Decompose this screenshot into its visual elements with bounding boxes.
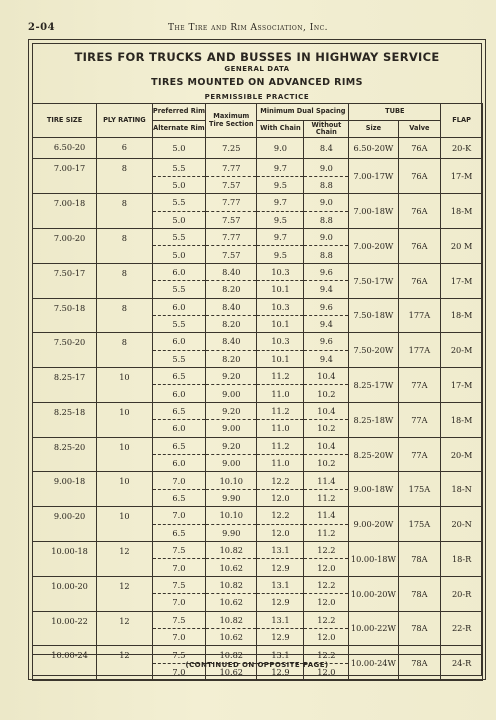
max-section-cell: 10.62 xyxy=(206,628,257,645)
rim-cell: 7.5 xyxy=(152,541,205,558)
table-row xyxy=(33,159,483,176)
ply-rating-cell: 12 xyxy=(97,611,153,646)
ply-rating-cell: 10 xyxy=(97,402,153,437)
table-row xyxy=(33,611,483,628)
tire-size-cell: 10.00-22 xyxy=(33,611,97,646)
valve-cell: 76A xyxy=(398,159,441,194)
flap-cell: 20-M xyxy=(441,437,483,472)
flap-cell: 17-M xyxy=(441,368,483,403)
rim-cell: 7.0 xyxy=(152,663,205,680)
tube-size-cell: 7.00-17W xyxy=(349,159,398,194)
ply-rating-cell: 6 xyxy=(97,138,153,159)
valve-cell: 175A xyxy=(398,507,441,542)
tube-size-cell: 7.50-18W xyxy=(349,298,398,333)
ply-rating-cell: 10 xyxy=(97,507,153,542)
flap-cell: 20-N xyxy=(441,507,483,542)
rim-cell: 6.0 xyxy=(152,298,205,315)
rims-title: TIRES MOUNTED ON ADVANCED RIMS xyxy=(151,77,363,88)
rim-cell: 5.0 xyxy=(152,211,205,228)
table-row xyxy=(33,576,483,593)
rim-cell: 6.5 xyxy=(152,489,205,506)
without-chain-cell: 9.6 xyxy=(304,263,349,280)
max-section-cell: 7.57 xyxy=(206,211,257,228)
rim-cell: 6.5 xyxy=(152,402,205,419)
valve-cell: 76A xyxy=(398,138,441,159)
tube-size-cell: 7.00-18W xyxy=(349,194,398,229)
valve-cell: 76A xyxy=(398,228,441,263)
rim-cell: 5.5 xyxy=(152,350,205,367)
ply-rating-cell: 8 xyxy=(97,298,153,333)
tube-size-cell: 8.25-18W xyxy=(349,402,398,437)
without-chain-cell: 10.4 xyxy=(304,368,349,385)
valve-cell: 77A xyxy=(398,437,441,472)
ply-rating-cell: 10 xyxy=(97,472,153,507)
without-chain-cell: 9.0 xyxy=(304,228,349,245)
tire-size-cell: 8.25-17 xyxy=(33,368,97,403)
with-chain-cell: 10.1 xyxy=(257,315,304,332)
max-section-cell: 10.82 xyxy=(206,611,257,628)
max-section-cell: 8.40 xyxy=(206,298,257,315)
rim-cell: 5.0 xyxy=(152,176,205,193)
page-number: 2-04 xyxy=(28,22,56,33)
without-chain-cell: 10.4 xyxy=(304,437,349,454)
valve-cell: 78A xyxy=(398,646,441,681)
without-chain-cell: 11.4 xyxy=(304,472,349,489)
tube-size-cell: 10.00-24W xyxy=(349,646,398,681)
rim-cell: 6.5 xyxy=(152,524,205,541)
without-chain-cell: 11.2 xyxy=(304,524,349,541)
flap-cell: 24-R xyxy=(441,646,483,681)
with-chain-cell: 11.2 xyxy=(257,368,304,385)
tire-size-cell: 9.00-20 xyxy=(33,507,97,542)
rim-cell: 7.0 xyxy=(152,594,205,611)
ply-rating-cell: 8 xyxy=(97,194,153,229)
rim-cell: 7.0 xyxy=(152,507,205,524)
flap-cell: 17-M xyxy=(441,159,483,194)
with-chain-cell: 9.7 xyxy=(257,159,304,176)
header-valve: Valve xyxy=(398,121,441,138)
without-chain-cell: 12.0 xyxy=(304,594,349,611)
with-chain-cell: 9.7 xyxy=(257,228,304,245)
without-chain-cell: 10.2 xyxy=(304,385,349,402)
rim-cell: 6.0 xyxy=(152,420,205,437)
with-chain-cell: 12.0 xyxy=(257,489,304,506)
rim-cell: 7.0 xyxy=(152,559,205,576)
with-chain-cell: 13.1 xyxy=(257,611,304,628)
tube-size-cell: 6.50-20W xyxy=(349,138,398,159)
tire-size-cell: 6.50-20 xyxy=(33,138,97,159)
valve-cell: 78A xyxy=(398,541,441,576)
ply-rating-cell: 8 xyxy=(97,159,153,194)
without-chain-cell: 9.4 xyxy=(304,281,349,298)
tube-size-cell: 7.50-20W xyxy=(349,333,398,368)
continued-note: (CONTINUED ON OPPOSITE PAGE) xyxy=(185,661,329,669)
max-section-cell: 10.62 xyxy=(206,663,257,680)
max-section-cell: 8.20 xyxy=(206,350,257,367)
flap-cell: 20-R xyxy=(441,576,483,611)
with-chain-cell: 9.5 xyxy=(257,176,304,193)
valve-cell: 76A xyxy=(398,263,441,298)
table-frame xyxy=(28,39,486,680)
rim-cell: 6.0 xyxy=(152,385,205,402)
tube-size-cell: 10.00-18W xyxy=(349,541,398,576)
with-chain-cell: 12.9 xyxy=(257,559,304,576)
table-row xyxy=(33,541,483,558)
without-chain-cell: 12.2 xyxy=(304,611,349,628)
ply-rating-cell: 12 xyxy=(97,646,153,681)
rim-cell: 7.5 xyxy=(152,646,205,663)
without-chain-cell: 9.4 xyxy=(304,315,349,332)
max-section-cell: 7.77 xyxy=(206,228,257,245)
valve-cell: 77A xyxy=(398,402,441,437)
tire-size-cell: 7.50-20 xyxy=(33,333,97,368)
max-section-cell: 10.82 xyxy=(206,646,257,663)
tire-spec-table xyxy=(32,103,483,681)
without-chain-cell: 12.0 xyxy=(304,663,349,680)
rim-cell: 5.0 xyxy=(152,246,205,263)
table-row xyxy=(33,194,483,211)
max-section-cell: 9.20 xyxy=(206,368,257,385)
ply-rating-cell: 8 xyxy=(97,228,153,263)
header-alternate-rim: Alternate Rim xyxy=(152,121,205,138)
title-block xyxy=(33,50,481,101)
tire-size-cell: 10.00-18 xyxy=(33,541,97,576)
with-chain-cell: 10.3 xyxy=(257,333,304,350)
tube-size-cell: 10.00-22W xyxy=(349,611,398,646)
tube-size-cell: 8.25-17W xyxy=(349,368,398,403)
with-chain-cell: 9.0 xyxy=(257,138,304,159)
rim-cell: 6.0 xyxy=(152,263,205,280)
rim-cell: 7.0 xyxy=(152,472,205,489)
main-title: TIRES FOR TRUCKS AND BUSSES IN HIGHWAY SERVICE xyxy=(74,50,440,64)
without-chain-cell: 9.6 xyxy=(304,333,349,350)
without-chain-cell: 12.2 xyxy=(304,541,349,558)
max-section-cell: 8.20 xyxy=(206,281,257,298)
table-row xyxy=(33,298,483,315)
without-chain-cell: 9.0 xyxy=(304,159,349,176)
rim-cell: 6.0 xyxy=(152,333,205,350)
max-section-cell: 10.82 xyxy=(206,576,257,593)
without-chain-cell: 8.8 xyxy=(304,246,349,263)
rim-cell: 7.0 xyxy=(152,628,205,645)
subtitle: GENERAL DATA xyxy=(224,65,290,73)
header-with-chain: With Chain xyxy=(257,121,304,138)
valve-cell: 77A xyxy=(398,368,441,403)
without-chain-cell: 8.4 xyxy=(304,138,349,159)
max-section-cell: 7.57 xyxy=(206,246,257,263)
table-row xyxy=(33,402,483,419)
with-chain-cell: 13.1 xyxy=(257,576,304,593)
tire-size-cell: 10.00-20 xyxy=(33,576,97,611)
without-chain-cell: 9.0 xyxy=(304,194,349,211)
without-chain-cell: 10.2 xyxy=(304,420,349,437)
table-row xyxy=(33,507,483,524)
tube-size-cell: 8.25-20W xyxy=(349,437,398,472)
rim-cell: 7.5 xyxy=(152,576,205,593)
header-without-chain: Without Chain xyxy=(304,121,349,138)
tire-size-cell: 7.50-18 xyxy=(33,298,97,333)
flap-cell: 20-K xyxy=(441,138,483,159)
flap-cell: 20 M xyxy=(441,228,483,263)
max-section-cell: 10.10 xyxy=(206,507,257,524)
tube-size-cell: 10.00-20W xyxy=(349,576,398,611)
max-section-cell: 9.20 xyxy=(206,402,257,419)
flap-cell: 18-R xyxy=(441,541,483,576)
header-tube-size: Size xyxy=(349,121,398,138)
rim-cell: 7.5 xyxy=(152,611,205,628)
table-row xyxy=(33,263,483,280)
rim-cell: 5.5 xyxy=(152,281,205,298)
max-section-cell: 9.00 xyxy=(206,455,257,472)
ply-rating-cell: 8 xyxy=(97,263,153,298)
with-chain-cell: 13.1 xyxy=(257,646,304,663)
tire-size-cell: 8.25-18 xyxy=(33,402,97,437)
with-chain-cell: 12.0 xyxy=(257,524,304,541)
table-row xyxy=(33,368,483,385)
max-section-cell: 7.77 xyxy=(206,194,257,211)
with-chain-cell: 13.1 xyxy=(257,541,304,558)
ply-rating-cell: 12 xyxy=(97,541,153,576)
with-chain-cell: 9.5 xyxy=(257,211,304,228)
max-section-cell: 7.77 xyxy=(206,159,257,176)
without-chain-cell: 8.8 xyxy=(304,176,349,193)
with-chain-cell: 10.1 xyxy=(257,350,304,367)
max-section-cell: 9.90 xyxy=(206,489,257,506)
max-section-cell: 9.00 xyxy=(206,420,257,437)
ply-rating-cell: 8 xyxy=(97,333,153,368)
header-min-dual-spacing: Minimum Dual Spacing xyxy=(257,104,349,121)
tube-size-cell: 9.00-18W xyxy=(349,472,398,507)
max-section-cell: 8.40 xyxy=(206,333,257,350)
header-flap: FLAP xyxy=(441,104,483,138)
flap-cell: 20-M xyxy=(441,333,483,368)
max-section-cell: 7.57 xyxy=(206,176,257,193)
table-row xyxy=(33,472,483,489)
max-section-cell: 9.00 xyxy=(206,385,257,402)
with-chain-cell: 11.2 xyxy=(257,402,304,419)
header-preferred-rim: Preferred Rim xyxy=(152,104,205,121)
max-section-cell: 10.62 xyxy=(206,594,257,611)
practice-title: PERMISSIBLE PRACTICE xyxy=(204,93,310,101)
flap-cell: 17-M xyxy=(441,263,483,298)
valve-cell: 78A xyxy=(398,576,441,611)
with-chain-cell: 11.0 xyxy=(257,420,304,437)
valve-cell: 177A xyxy=(398,333,441,368)
tire-size-cell: 8.25-20 xyxy=(33,437,97,472)
with-chain-cell: 10.1 xyxy=(257,281,304,298)
header-tube: TUBE xyxy=(349,104,441,121)
max-section-cell: 7.25 xyxy=(206,138,257,159)
with-chain-cell: 12.2 xyxy=(257,507,304,524)
with-chain-cell: 12.2 xyxy=(257,472,304,489)
rim-cell: 5.5 xyxy=(152,159,205,176)
tire-size-cell: 7.00-17 xyxy=(33,159,97,194)
ply-rating-cell: 10 xyxy=(97,437,153,472)
without-chain-cell: 9.6 xyxy=(304,298,349,315)
with-chain-cell: 9.5 xyxy=(257,246,304,263)
max-section-cell: 9.20 xyxy=(206,437,257,454)
ply-rating-cell: 10 xyxy=(97,368,153,403)
header-ply-rating: PLY RATING xyxy=(97,104,153,138)
flap-cell: 18-M xyxy=(441,194,483,229)
with-chain-cell: 10.3 xyxy=(257,298,304,315)
table-row xyxy=(33,138,483,159)
without-chain-cell: 9.4 xyxy=(304,350,349,367)
ply-rating-cell: 12 xyxy=(97,576,153,611)
tire-size-cell: 10.00-24 xyxy=(33,646,97,681)
header-tire-size: TIRE SIZE xyxy=(33,104,97,138)
max-section-cell: 9.90 xyxy=(206,524,257,541)
table-row xyxy=(33,228,483,245)
without-chain-cell: 10.2 xyxy=(304,455,349,472)
valve-cell: 76A xyxy=(398,194,441,229)
flap-cell: 18-N xyxy=(441,472,483,507)
without-chain-cell: 11.2 xyxy=(304,489,349,506)
without-chain-cell: 12.0 xyxy=(304,628,349,645)
tube-size-cell: 7.50-17W xyxy=(349,263,398,298)
rim-cell: 6.5 xyxy=(152,437,205,454)
with-chain-cell: 11.0 xyxy=(257,455,304,472)
tire-size-cell: 9.00-18 xyxy=(33,472,97,507)
tube-size-cell: 7.00-20W xyxy=(349,228,398,263)
rim-cell: 5.5 xyxy=(152,228,205,245)
max-section-cell: 10.62 xyxy=(206,559,257,576)
max-section-cell: 10.10 xyxy=(206,472,257,489)
max-section-cell: 10.82 xyxy=(206,541,257,558)
table-body xyxy=(33,138,483,681)
rim-cell: 5.5 xyxy=(152,315,205,332)
max-section-cell: 8.20 xyxy=(206,315,257,332)
tire-size-cell: 7.00-18 xyxy=(33,194,97,229)
without-chain-cell: 8.8 xyxy=(304,211,349,228)
with-chain-cell: 11.2 xyxy=(257,437,304,454)
table-row xyxy=(33,333,483,350)
without-chain-cell: 11.4 xyxy=(304,507,349,524)
with-chain-cell: 11.0 xyxy=(257,385,304,402)
association-name: The Tire and Rim Association, Inc. xyxy=(168,23,329,33)
tube-size-cell: 9.00-20W xyxy=(349,507,398,542)
rim-cell: 6.0 xyxy=(152,455,205,472)
rim-cell: 5.0 xyxy=(152,138,205,159)
table-inner-frame xyxy=(32,43,482,676)
with-chain-cell: 12.9 xyxy=(257,628,304,645)
rim-cell: 5.5 xyxy=(152,194,205,211)
table-row xyxy=(33,437,483,454)
tire-size-cell: 7.00-20 xyxy=(33,228,97,263)
with-chain-cell: 10.3 xyxy=(257,263,304,280)
footer-rule xyxy=(33,654,481,655)
with-chain-cell: 12.9 xyxy=(257,663,304,680)
without-chain-cell: 12.2 xyxy=(304,576,349,593)
header-max-section: Maximum Tire Section xyxy=(206,104,257,138)
without-chain-cell: 10.4 xyxy=(304,402,349,419)
max-section-cell: 8.40 xyxy=(206,263,257,280)
with-chain-cell: 9.7 xyxy=(257,194,304,211)
tire-size-cell: 7.50-17 xyxy=(33,263,97,298)
valve-cell: 78A xyxy=(398,611,441,646)
flap-cell: 22-R xyxy=(441,611,483,646)
valve-cell: 175A xyxy=(398,472,441,507)
valve-cell: 177A xyxy=(398,298,441,333)
flap-cell: 18-M xyxy=(441,298,483,333)
with-chain-cell: 12.9 xyxy=(257,594,304,611)
rim-cell: 6.5 xyxy=(152,368,205,385)
running-head xyxy=(28,22,484,36)
flap-cell: 18-M xyxy=(441,402,483,437)
without-chain-cell: 12.0 xyxy=(304,559,349,576)
without-chain-cell: 12.2 xyxy=(304,646,349,663)
